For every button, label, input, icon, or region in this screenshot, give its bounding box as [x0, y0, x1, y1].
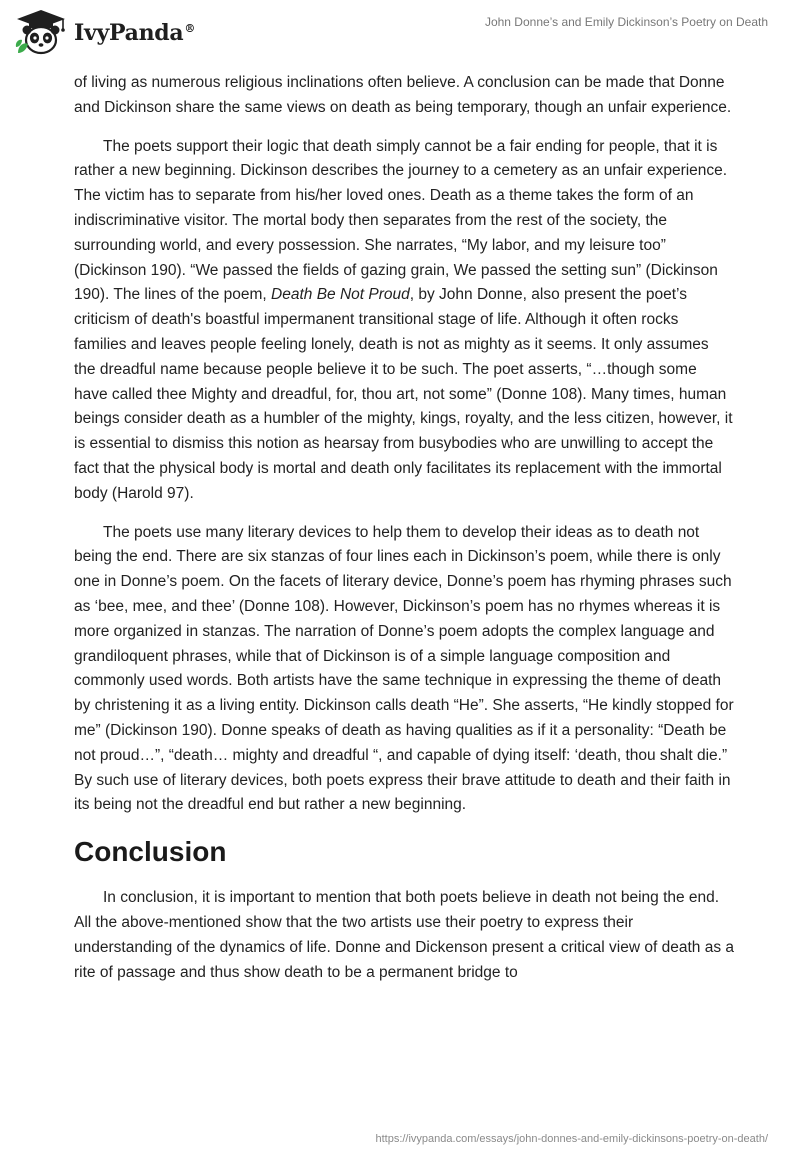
essay-body [74, 71, 734, 999]
source-url[interactable]: https://ivypanda.com/essays/john-donnes-and-emily-dickinsons-poetry-on-death/ [375, 1133, 768, 1145]
logo-wordmark: IvyPanda® [74, 20, 196, 46]
ivypanda-logo[interactable] [14, 8, 195, 58]
page-header [0, 0, 800, 70]
paragraph-poets-logic [74, 135, 734, 507]
paragraph-text: , by John Donne, also present the poet’s criticism of death's boastful impermanent transitional stage of life. Although it often rocks families and leaves people feeling lonely, death is not as mighty as it seems. It only assumes the dreadful name because people believe it to be such. The poet asserts, “…though some have called thee Mighty and dreadful, for, thou art, not some” (Donne 108). Many times, human beings consider death as a humbler of the mighty, kings, royalty, and the less citizen, however, it is essential to dismiss this notion as hearsay from busybodies who are unwilling to accept the fact that the physical body is mortal and death only facilitates its replacement with the immortal body (Harold 97). [74, 286, 733, 502]
conclusion-heading: Conclusion [74, 836, 227, 868]
poem-title: Death Be Not Proud [271, 286, 410, 304]
paragraph-text: The poets support their logic that death simply cannot be a fair ending for people, that it is rather a new beginning. Dickinson describes the journey to a cemetery as an unfair experience. The victim has to separate from his/her loved ones. Death as a theme takes the form of an indiscriminative visitor. The mortal body then separates from the rest of the society, the surrounding world, and every possession. She narrates, “My labor, and my leisure too” (Dickinson 190). “We passed the fields of gazing grain, We passed the setting sun” (Dickinson 190). The lines of the poem, [74, 137, 728, 304]
panda-mascot-icon [14, 9, 68, 57]
paragraph-conclusion: In conclusion, it is important to mention that both poets believe in death not being the end. All the above-mentioned show that the two artists use their poetry to express their understanding of the dynamics of life. Donne and Dickenson present a critical view of death as a rite of passage and thus show death to be a permanent bridge to [74, 889, 734, 981]
paragraph-literary-devices: The poets use many literary devices to help them to develop their ideas as to death not being the end. There are six stanzas of four lines each in Dickinson’s poem, while there is only one in Donne’s poem. On the facets of literary device, Donne’s poem has rhyming phrases such as ‘bee, mee, and thee’ (Donne 108). However, Dickinson’s poem has no rhymes whereas it is more organized in stanzas. The narration of Donne’s poem adopts the complex language and grandiloquent phrases, while that of Dickinson is of a simple language composition and commonly used words. Both artists have the same technique in expressing the theme of death by christening it as a living entity. Dickinson calls death “He”. She asserts, “He kindly stopped for me” (Dickinson 190). Donne speaks of death as having qualities as if it a personality: “Death be not proud…”, “death… mighty and dreadful “, and capable of dying itself: ‘death, thou shalt die.” By such use of literary devices, both poets express their brave attitude to death and their faith in its being not the dreadful end but rather a new beginning. [74, 523, 734, 814]
paragraph-continuation: of living as numerous religious inclinations often believe. A conclusion can be made that Donne and Dickinson share the same views on death as being temporary, though an unfair experience. [74, 74, 732, 116]
document-title: John Donne’s and Emily Dickinson’s Poetry on Death [484, 15, 768, 29]
